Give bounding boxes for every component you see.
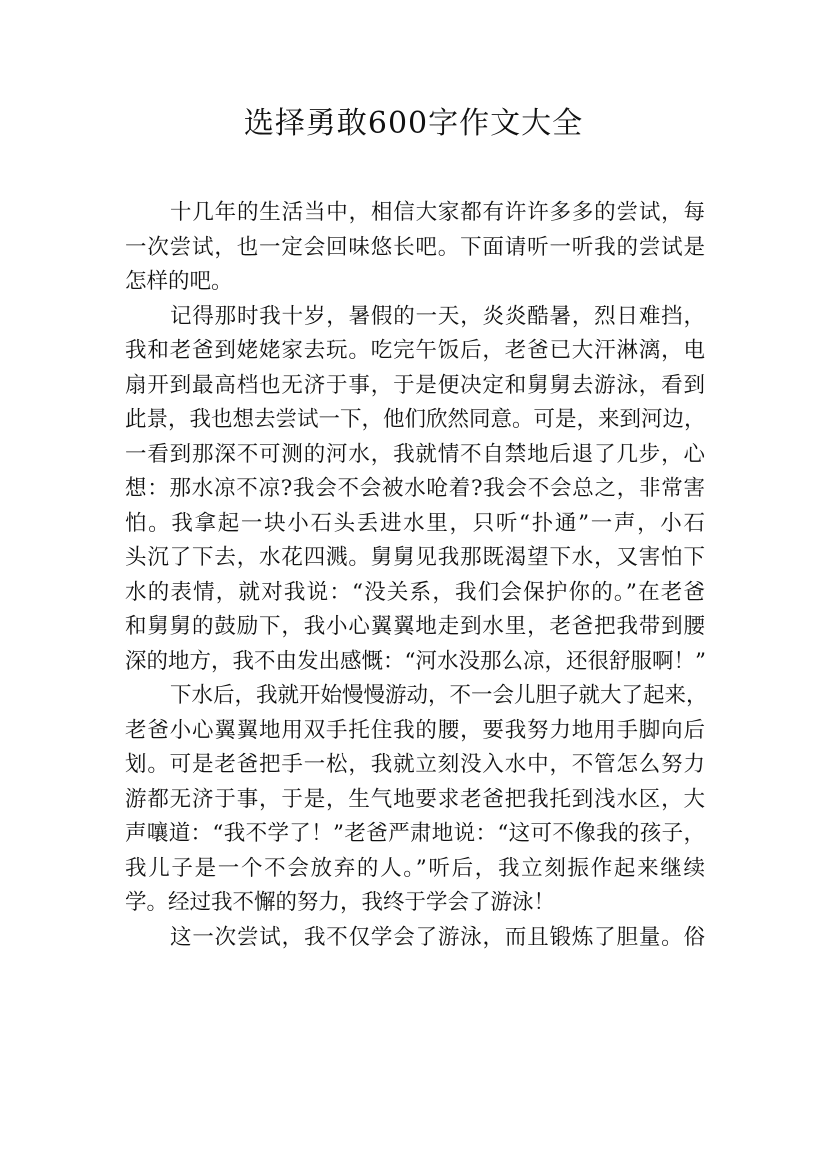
text-line: 头沉了下去，水花四溅。舅舅见我那既渴望下水，又害怕下 [125, 545, 705, 570]
text-line: 我儿子是一个不会放弃的人。”听后，我立刻振作起来继续 [125, 855, 705, 881]
text-line: 深的地方，我不由发出感慨：“河水没那么凉，还很舒服啊！” [125, 648, 706, 674]
text-line: 此景，我也想去尝试一下，他们欣然同意。可是，来到河边， [125, 407, 706, 432]
text-line: 我和老爸到姥姥家去玩。吃完午饭后，老爸已大汗淋漓，电 [125, 338, 705, 363]
text-line: 记得那时我十岁，暑假的一天，炎炎酷暑，烈日难挡， [170, 303, 705, 329]
essay-body [125, 196, 708, 955]
text-line: 和舅舅的鼓励下，我小心翼翼地走到水里，老爸把我带到腰 [125, 614, 705, 639]
text-line: 声嚷道：“我不学了！”老爸严肃地说：“这可不像我的孩子， [125, 821, 705, 846]
text-line: 一次尝试，也一定会回味悠长吧。下面请听一听我的尝试是 [125, 234, 705, 260]
text-line: 十几年的生活当中，相信大家都有许许多多的尝试，每 [170, 200, 705, 225]
text-line: 下水后，我就开始慢慢游动，不一会儿胆子就大了起来， [170, 683, 708, 708]
text-line: 怎样的吧。 [125, 269, 233, 294]
text-line: 想：那水凉不凉?我会不会被水呛着?我会不会总之，非常害 [125, 476, 705, 501]
text-line: 划。可是老爸把手一松，我就立刻没入水中，不管怎么努力 [125, 752, 705, 777]
text-line: 老爸小心翼翼地用双手托住我的腰，要我努力地用手脚向后 [125, 717, 705, 743]
text-line: 这一次尝试，我不仅学会了游泳，而且锻炼了胆量。俗 [170, 924, 705, 950]
text-line: 扇开到最高档也无济于事，于是便决定和舅舅去游泳，看到 [125, 372, 705, 398]
text-line: 学。经过我不懈的努力，我终于学会了游泳！ [125, 890, 556, 915]
text-line: 一看到那深不可测的河水，我就情不自禁地后退了几步，心 [125, 441, 705, 467]
text-line: 游都无济于事，于是，生气地要求老爸把我托到浅水区，大 [125, 786, 705, 812]
text-line: 水的表情，就对我说：“没关系，我们会保护你的。”在老爸 [125, 579, 705, 605]
text-line: 怕。我拿起一块小石头丢进水里，只听“扑通”一声，小石 [125, 510, 705, 536]
document-title: 选择勇敢600字作文大全 [243, 106, 584, 141]
